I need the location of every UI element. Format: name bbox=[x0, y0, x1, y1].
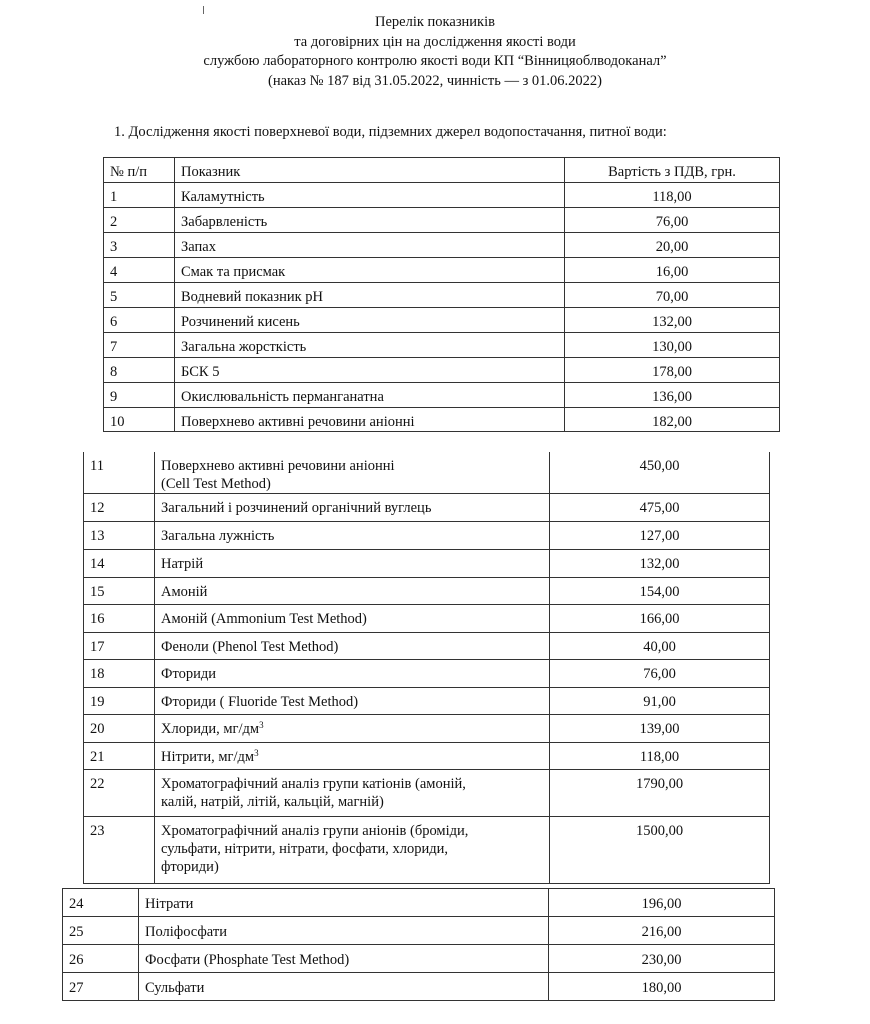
row-indicator: Поверхнево активні речовини аніонні bbox=[175, 408, 565, 432]
row-price: 132,00 bbox=[550, 550, 770, 578]
row-price: 230,00 bbox=[549, 945, 775, 973]
row-indicator bbox=[155, 770, 550, 817]
table-row bbox=[104, 233, 780, 258]
row-indicator: Запах bbox=[175, 233, 565, 258]
row-num: 9 bbox=[104, 383, 175, 408]
row-indicator-line-2: (Cell Test Method) bbox=[161, 476, 271, 492]
table-row bbox=[84, 688, 770, 715]
table-row bbox=[84, 715, 770, 743]
row-price: 20,00 bbox=[565, 233, 780, 258]
row-num: 26 bbox=[63, 945, 139, 973]
row-price: 1790,00 bbox=[550, 770, 770, 817]
row-price: 182,00 bbox=[565, 408, 780, 432]
row-price: 127,00 bbox=[550, 522, 770, 550]
row-indicator-line-2: сульфати, нітрити, нітрати, фосфати, хлориди, bbox=[161, 841, 449, 857]
table-row bbox=[84, 452, 770, 494]
row-num: 17 bbox=[84, 633, 155, 660]
row-price: 178,00 bbox=[565, 358, 780, 383]
row-price: 16,00 bbox=[565, 258, 780, 283]
row-num: 19 bbox=[84, 688, 155, 715]
row-num: 14 bbox=[84, 550, 155, 578]
superscript: 3 bbox=[259, 720, 264, 730]
heading-line-3: службою лабораторного контролю якості води КП “Вінницяоблводоканал” bbox=[203, 53, 667, 69]
table-row bbox=[63, 889, 775, 917]
row-indicator: БСК 5 bbox=[175, 358, 565, 383]
row-price: 166,00 bbox=[550, 605, 770, 633]
table-row bbox=[84, 770, 770, 817]
row-indicator-line-1: Поверхнево активні речовини аніонні bbox=[161, 458, 395, 474]
table-header-row bbox=[104, 158, 780, 183]
section-title: 1. Дослідження якості поверхневої води, підземних джерел водопостачання, питної води: bbox=[114, 124, 667, 140]
row-num: 16 bbox=[84, 605, 155, 633]
table-row bbox=[104, 258, 780, 283]
document-heading bbox=[0, 13, 870, 91]
table-row bbox=[104, 208, 780, 233]
table-row bbox=[84, 633, 770, 660]
table-row bbox=[63, 917, 775, 945]
row-price: 130,00 bbox=[565, 333, 780, 358]
row-price: 132,00 bbox=[565, 308, 780, 333]
row-num: 1 bbox=[104, 183, 175, 208]
row-indicator: Фториди ( Fluoride Test Method) bbox=[155, 688, 550, 715]
header-price: Вартість з ПДВ, грн. bbox=[565, 158, 780, 183]
row-price: 154,00 bbox=[550, 578, 770, 605]
row-num: 2 bbox=[104, 208, 175, 233]
row-price: 91,00 bbox=[550, 688, 770, 715]
row-indicator bbox=[155, 715, 550, 743]
row-num: 3 bbox=[104, 233, 175, 258]
row-indicator: Феноли (Phenol Test Method) bbox=[155, 633, 550, 660]
row-num: 25 bbox=[63, 917, 139, 945]
row-price: 1500,00 bbox=[550, 817, 770, 884]
row-indicator bbox=[155, 817, 550, 884]
row-price: 216,00 bbox=[549, 917, 775, 945]
table-row bbox=[84, 550, 770, 578]
table-row bbox=[84, 660, 770, 688]
table-row bbox=[84, 494, 770, 522]
superscript: 3 bbox=[254, 748, 259, 758]
table-row bbox=[104, 183, 780, 208]
row-indicator: Каламутність bbox=[175, 183, 565, 208]
row-num: 18 bbox=[84, 660, 155, 688]
row-price: 139,00 bbox=[550, 715, 770, 743]
row-indicator bbox=[155, 743, 550, 770]
row-price: 118,00 bbox=[550, 743, 770, 770]
table-row bbox=[84, 743, 770, 770]
row-indicator: Натрій bbox=[155, 550, 550, 578]
table-row bbox=[104, 408, 780, 432]
row-num: 20 bbox=[84, 715, 155, 743]
row-indicator-line-1: Хроматографічний аналіз групи катіонів (амоній, bbox=[161, 776, 466, 792]
row-indicator: Загальна лужність bbox=[155, 522, 550, 550]
row-indicator: Забарвленість bbox=[175, 208, 565, 233]
row-num: 23 bbox=[84, 817, 155, 884]
table-row bbox=[104, 333, 780, 358]
row-indicator-text: Нітрити, мг/дм bbox=[161, 749, 255, 765]
row-price: 196,00 bbox=[549, 889, 775, 917]
row-indicator-line-1: Хроматографічний аналіз групи аніонів (броміди, bbox=[161, 823, 469, 839]
row-num: 27 bbox=[63, 973, 139, 1001]
row-num: 22 bbox=[84, 770, 155, 817]
row-price: 76,00 bbox=[550, 660, 770, 688]
row-num: 5 bbox=[104, 283, 175, 308]
row-num: 24 bbox=[63, 889, 139, 917]
row-indicator: Розчинений кисень bbox=[175, 308, 565, 333]
table-row bbox=[84, 578, 770, 605]
table-row bbox=[104, 308, 780, 333]
row-price: 450,00 bbox=[550, 452, 770, 494]
table-row bbox=[84, 817, 770, 884]
heading-line-1: Перелік показників bbox=[375, 14, 495, 30]
row-price: 118,00 bbox=[565, 183, 780, 208]
row-price: 70,00 bbox=[565, 283, 780, 308]
row-price: 76,00 bbox=[565, 208, 780, 233]
price-table-part-2 bbox=[83, 452, 770, 884]
row-indicator: Сульфати bbox=[139, 973, 549, 1001]
row-indicator: Поліфосфати bbox=[139, 917, 549, 945]
row-num: 21 bbox=[84, 743, 155, 770]
row-num: 6 bbox=[104, 308, 175, 333]
table-row bbox=[104, 383, 780, 408]
row-indicator-line-3: фториди) bbox=[161, 859, 219, 875]
row-indicator: Загальна жорсткість bbox=[175, 333, 565, 358]
row-num: 15 bbox=[84, 578, 155, 605]
header-indicator: Показник bbox=[175, 158, 565, 183]
row-indicator-line-2: калій, натрій, літій, кальцій, магній) bbox=[161, 794, 384, 810]
row-num: 10 bbox=[104, 408, 175, 432]
table-row bbox=[84, 605, 770, 633]
row-indicator: Амоній (Ammonium Test Method) bbox=[155, 605, 550, 633]
heading-line-2: та договірних цін на дослідження якості води bbox=[294, 33, 576, 50]
row-indicator-text: Хлориди, мг/дм bbox=[161, 721, 260, 737]
row-indicator: Амоній bbox=[155, 578, 550, 605]
row-indicator: Смак та присмак bbox=[175, 258, 565, 283]
header-num: № п/п bbox=[104, 158, 175, 183]
row-num: 4 bbox=[104, 258, 175, 283]
row-num: 7 bbox=[104, 333, 175, 358]
row-indicator bbox=[155, 452, 550, 494]
table-row bbox=[104, 358, 780, 383]
row-num: 12 bbox=[84, 494, 155, 522]
row-price: 180,00 bbox=[549, 973, 775, 1001]
price-table-part-1 bbox=[103, 157, 780, 432]
row-indicator: Загальний і розчинений органічний вуглець bbox=[155, 494, 550, 522]
row-indicator: Фториди bbox=[155, 660, 550, 688]
row-num: 8 bbox=[104, 358, 175, 383]
row-price: 40,00 bbox=[550, 633, 770, 660]
row-num: 11 bbox=[84, 452, 155, 494]
row-indicator: Окислювальність перманганатна bbox=[175, 383, 565, 408]
heading-line-4: (наказ № 187 від 31.05.2022, чинність — з 01.06.2022) bbox=[267, 72, 603, 89]
row-price: 136,00 bbox=[565, 383, 780, 408]
price-table-part-3 bbox=[62, 888, 775, 1001]
row-price: 475,00 bbox=[550, 494, 770, 522]
row-indicator: Фосфати (Phosphate Test Method) bbox=[139, 945, 549, 973]
table-row bbox=[63, 945, 775, 973]
table-row bbox=[84, 522, 770, 550]
row-indicator: Нітрати bbox=[139, 889, 549, 917]
row-indicator: Водневий показник рН bbox=[175, 283, 565, 308]
table-row bbox=[104, 283, 780, 308]
table-row bbox=[63, 973, 775, 1001]
row-num: 13 bbox=[84, 522, 155, 550]
